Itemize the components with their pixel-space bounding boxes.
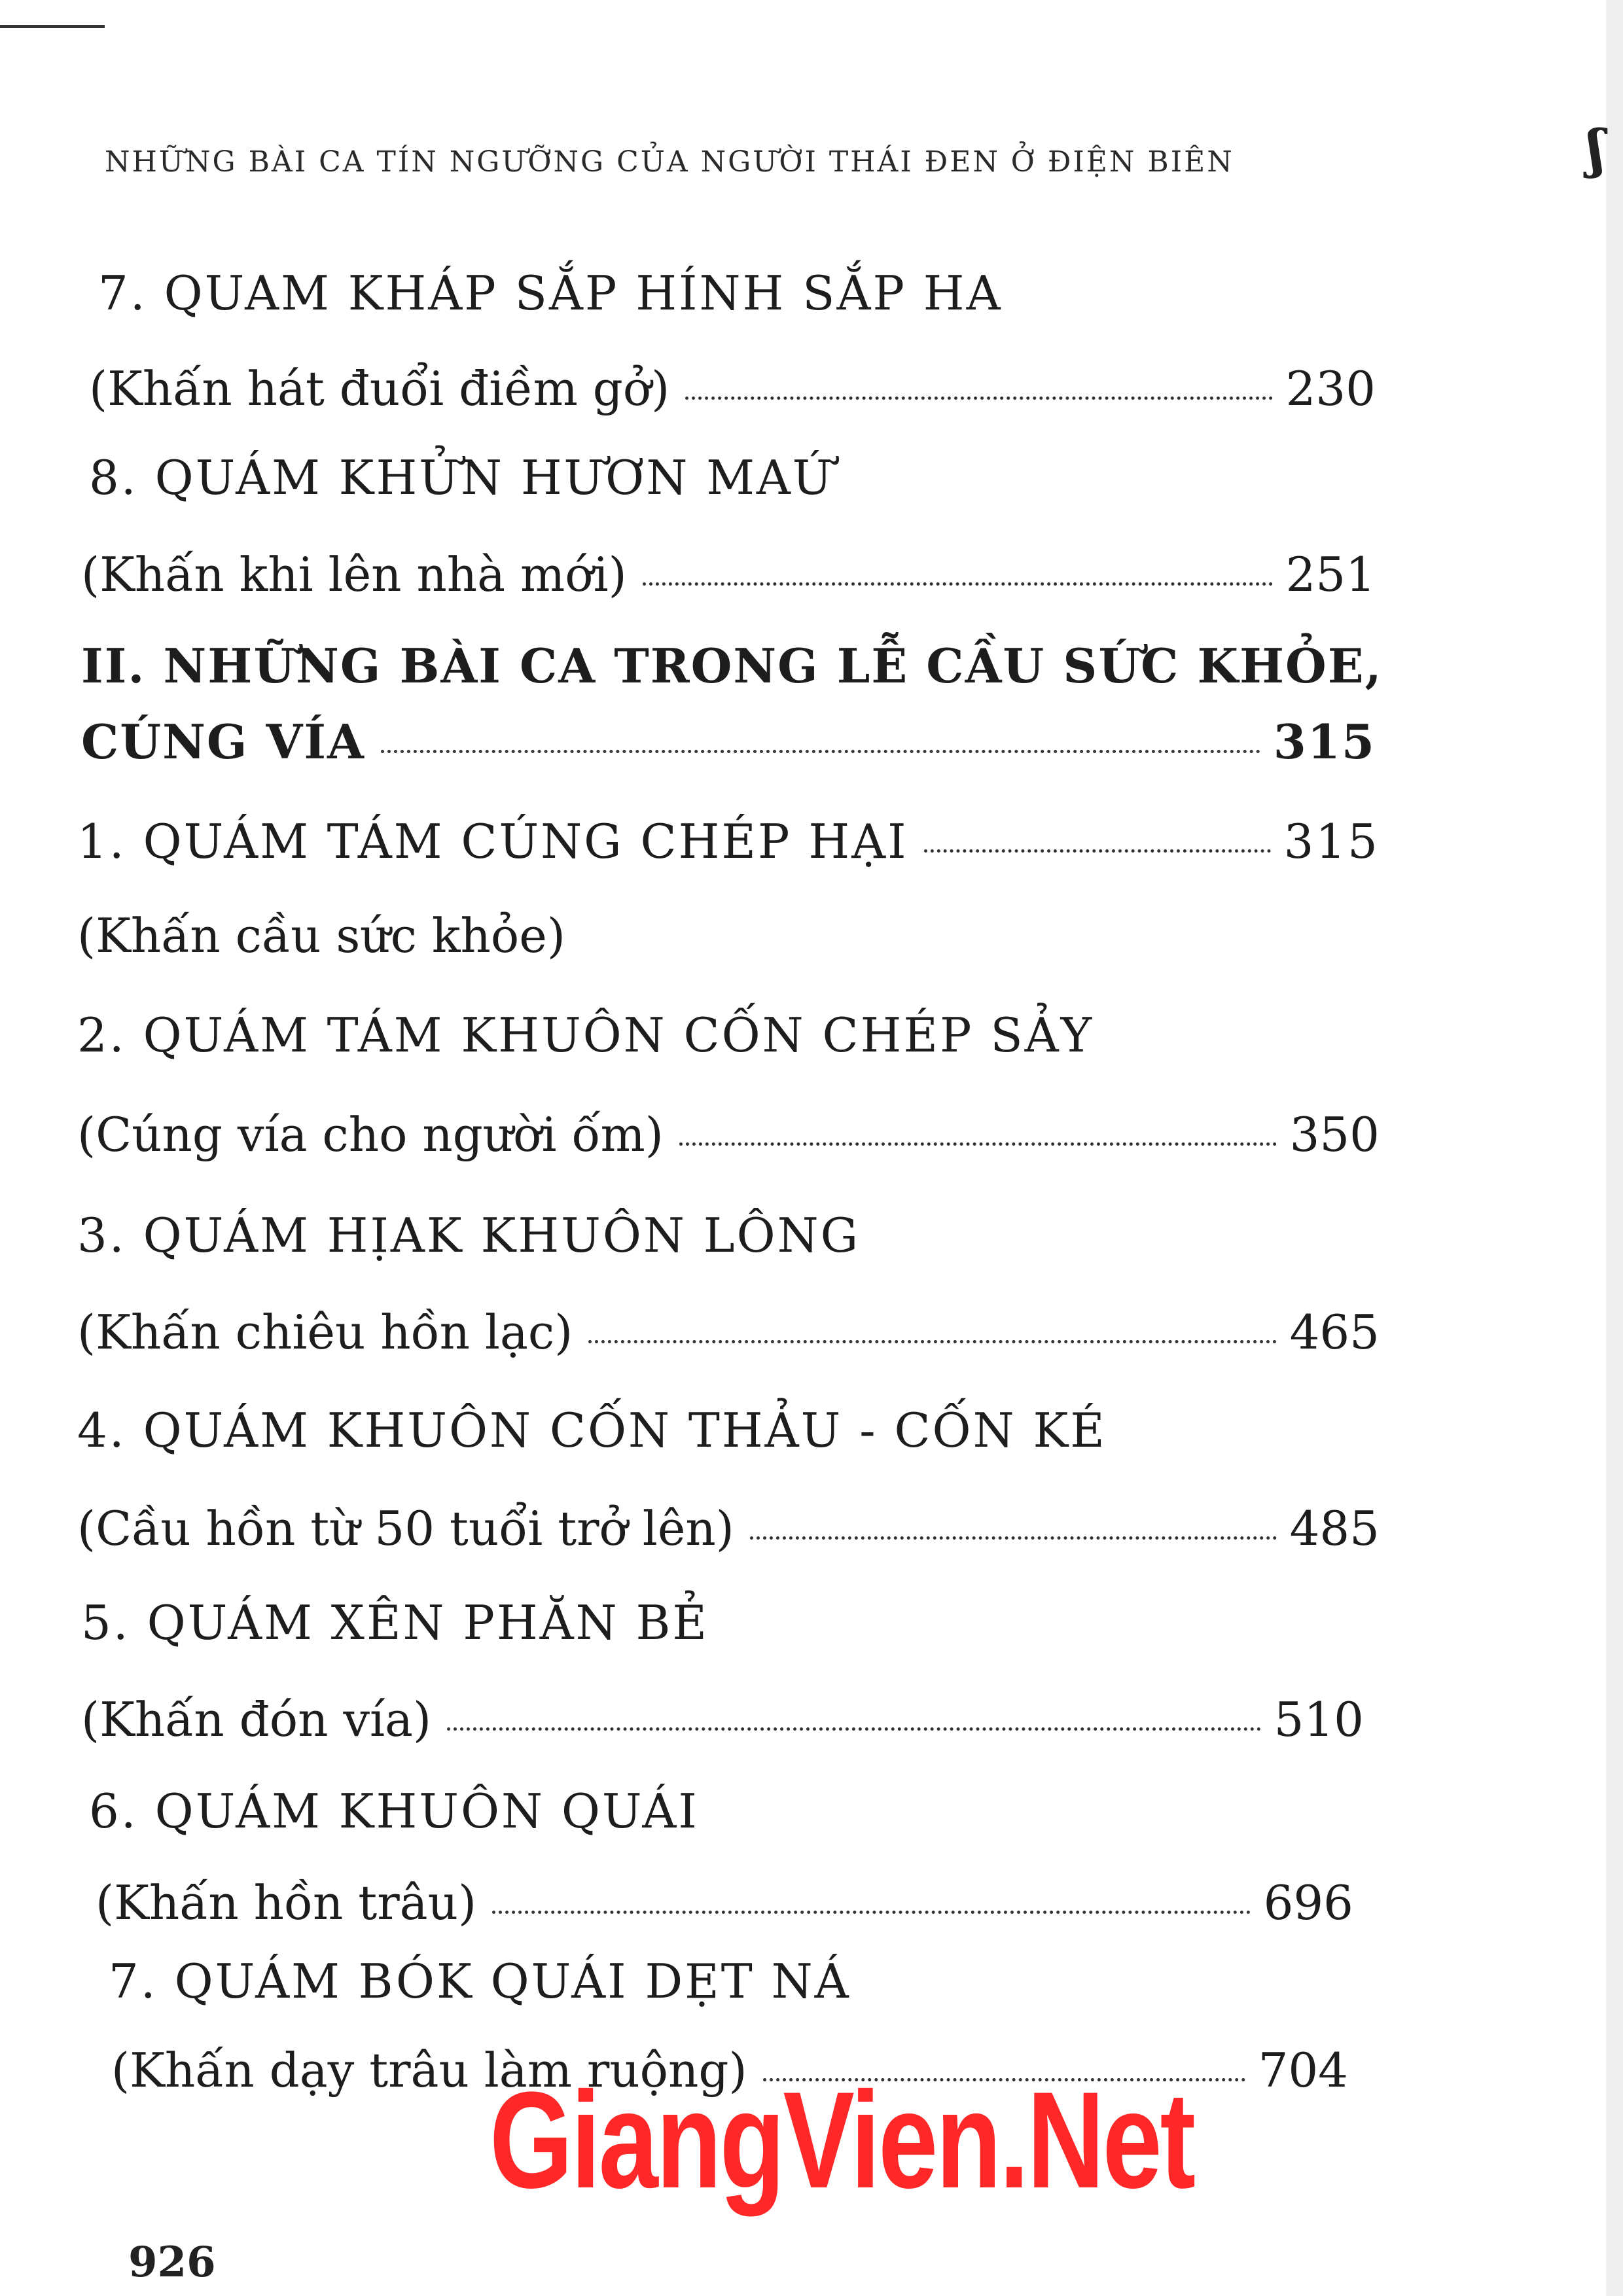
toc-entry-line[interactable]: [96, 1875, 1353, 1930]
toc-entry-line[interactable]: [89, 361, 1376, 416]
toc-entry-subtitle: (Khấn khi lên nhà mới): [81, 547, 627, 602]
toc-entry-line[interactable]: [77, 1107, 1380, 1162]
toc-entry-title: [98, 266, 1003, 321]
running-header: NHỮNG BÀI CA TÍN NGƯỠNG CỦA NGƯỜI THÁI ĐEN Ở ĐIỆN BIÊN: [105, 145, 1234, 179]
toc-entry-subtitle: (Cúng vía cho người ốm): [77, 1107, 664, 1162]
page-number: 926: [128, 2238, 216, 2287]
toc-entry-subtitle: (Khấn hồn trâu): [96, 1875, 477, 1930]
toc-entry-title: [81, 1595, 709, 1650]
toc-page-number: 251: [1285, 547, 1376, 602]
dot-leader: [750, 1536, 1277, 1540]
toc-page-number: 465: [1289, 1305, 1380, 1360]
toc-page-number: 350: [1289, 1107, 1380, 1162]
section-heading-line2: CÚNG VÍA: [81, 714, 365, 769]
dot-leader: [588, 1340, 1276, 1343]
dot-leader: [447, 1727, 1261, 1731]
toc-entry-line[interactable]: [81, 1692, 1364, 1747]
toc-entry-title: [109, 1954, 851, 2009]
dot-leader: [685, 397, 1272, 400]
toc-entry-subtitle: (Cầu hồn từ 50 tuổi trở lên): [77, 1501, 734, 1556]
toc-entry-subtitle-line: [77, 908, 565, 963]
section-heading-line1: II. NHỮNG BÀI CA TRONG LỄ CẦU SỨC KHỎE,: [81, 638, 1383, 694]
toc-entry-title: [77, 1008, 1094, 1063]
toc-entry-title-text: 7. QUAM KHÁP SẮP HÍNH SẮP HA: [98, 266, 1003, 321]
toc-entry-subtitle: (Khấn hát đuổi điềm gở): [89, 361, 670, 416]
toc-page-number: 485: [1289, 1501, 1380, 1556]
toc-entry-subtitle: (Khấn dạy trâu làm ruộng): [111, 2043, 747, 2098]
toc-entry-title-text: 1. QUÁM TÁM CÚNG CHÉP HẠI: [77, 814, 908, 869]
toc-entry-title-text: 4. QUÁM KHUÔN CỐN THẢU - CỐN KÉ: [77, 1403, 1107, 1458]
toc-page-number: 230: [1285, 361, 1376, 416]
dot-leader: [381, 750, 1260, 753]
toc-entry-title-text: 2. QUÁM TÁM KHUÔN CỐN CHÉP SẢY: [77, 1008, 1094, 1063]
toc-entry-title: [89, 1784, 699, 1839]
toc-entry-title: [77, 1208, 861, 1263]
edge-mark: ʃ: [1587, 118, 1605, 179]
toc-page-number: 315: [1273, 714, 1376, 769]
toc-entry-title-text: 5. QUÁM XÊN PHĂN BẺ: [81, 1595, 709, 1650]
toc-entry-line[interactable]: [77, 814, 1380, 869]
toc-entry-subtitle: (Khấn cầu sức khỏe): [77, 908, 565, 963]
section-heading: [81, 638, 1383, 694]
toc-entry-line[interactable]: [77, 1501, 1380, 1556]
dot-leader: [492, 1911, 1251, 1914]
dot-leader: [643, 582, 1273, 586]
dot-leader: [679, 1142, 1277, 1146]
toc-page-number: 315: [1283, 814, 1380, 869]
toc-entry-title-text: 3. QUÁM HỊAK KHUÔN LÔNG: [77, 1208, 861, 1263]
toc-entry-line[interactable]: [81, 547, 1376, 602]
toc-page-number: 696: [1263, 1875, 1353, 1930]
watermark: GiangVien.Net: [490, 2063, 1194, 2217]
toc-entry-title: [77, 1403, 1107, 1458]
toc-entry-subtitle: (Khấn chiêu hồn lạc): [77, 1305, 573, 1360]
toc-entry-title-text: 8. QUÁM KHỬN HƯƠN MAỨ: [89, 450, 834, 505]
toc-entry-line[interactable]: [77, 1305, 1380, 1360]
section-heading-line[interactable]: [81, 714, 1376, 769]
dot-leader: [924, 849, 1271, 853]
toc-entry-title: [89, 450, 834, 505]
toc-entry-subtitle: (Khấn đón vía): [81, 1692, 432, 1747]
toc-entry-title-text: 7. QUÁM BÓK QUÁI DẸT NÁ: [109, 1954, 851, 2009]
toc-page-number: 704: [1258, 2043, 1348, 2098]
toc-page-number: 510: [1274, 1692, 1364, 1747]
toc-entry-title-text: 6. QUÁM KHUÔN QUÁI: [89, 1784, 699, 1839]
